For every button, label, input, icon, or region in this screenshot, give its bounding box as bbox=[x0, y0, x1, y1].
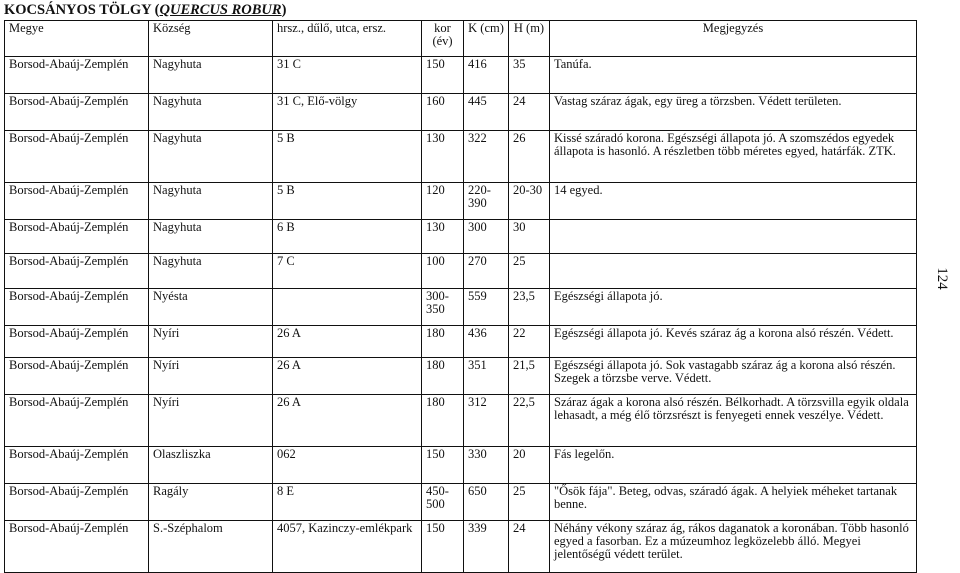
cell-k: 436 bbox=[464, 326, 509, 358]
cell-kor: 150 bbox=[422, 447, 464, 484]
cell-kor: 300-350 bbox=[422, 289, 464, 326]
table-row bbox=[5, 183, 917, 220]
cell-k: 650 bbox=[464, 484, 509, 521]
title-close: ) bbox=[281, 2, 287, 18]
cell-megjegyzes: Fás legelőn. bbox=[550, 447, 917, 484]
table-row bbox=[5, 254, 917, 289]
cell-megye: Borsod-Abaúj-Zemplén bbox=[5, 289, 149, 326]
table-header-row bbox=[5, 21, 917, 57]
cell-hrsz: 31 C bbox=[273, 57, 422, 94]
table-row bbox=[5, 131, 917, 183]
cell-megjegyzes: "Ősök fája". Beteg, odvas, száradó ágak. A helyiek méheket tartanak benne. bbox=[550, 484, 917, 521]
cell-kozseg: Nagyhuta bbox=[149, 183, 273, 220]
cell-megye: Borsod-Abaúj-Zemplén bbox=[5, 183, 149, 220]
cell-hrsz: 26 A bbox=[273, 326, 422, 358]
cell-k: 339 bbox=[464, 521, 509, 573]
cell-hrsz: 5 B bbox=[273, 183, 422, 220]
cell-kor: 130 bbox=[422, 220, 464, 254]
cell-kor: 150 bbox=[422, 57, 464, 94]
col-header-megye: Megye bbox=[5, 21, 149, 57]
cell-hrsz: 31 C, Elő-völgy bbox=[273, 94, 422, 131]
cell-hrsz: 8 E bbox=[273, 484, 422, 521]
cell-megjegyzes: Egészségi állapota jó. Kevés száraz ág a korona alsó részén. Védett. bbox=[550, 326, 917, 358]
table-row bbox=[5, 94, 917, 131]
cell-hrsz: 26 A bbox=[273, 395, 422, 447]
cell-h: 22,5 bbox=[509, 395, 550, 447]
cell-kor: 450-500 bbox=[422, 484, 464, 521]
cell-megye: Borsod-Abaúj-Zemplén bbox=[5, 254, 149, 289]
cell-kozseg: Nyésta bbox=[149, 289, 273, 326]
cell-kozseg: Ragály bbox=[149, 484, 273, 521]
cell-k: 559 bbox=[464, 289, 509, 326]
cell-kor: 180 bbox=[422, 326, 464, 358]
cell-megye: Borsod-Abaúj-Zemplén bbox=[5, 131, 149, 183]
col-header-kor: kor (év) bbox=[422, 21, 464, 57]
table-body bbox=[5, 57, 917, 573]
table-row bbox=[5, 326, 917, 358]
cell-h: 22 bbox=[509, 326, 550, 358]
cell-kozseg: S.-Széphalom bbox=[149, 521, 273, 573]
cell-kozseg: Nagyhuta bbox=[149, 254, 273, 289]
cell-kor: 120 bbox=[422, 183, 464, 220]
cell-kor: 180 bbox=[422, 358, 464, 395]
cell-kozseg: Olaszliszka bbox=[149, 447, 273, 484]
table-row bbox=[5, 521, 917, 573]
cell-kor: 130 bbox=[422, 131, 464, 183]
cell-megye: Borsod-Abaúj-Zemplén bbox=[5, 521, 149, 573]
cell-megjegyzes bbox=[550, 254, 917, 289]
cell-hrsz bbox=[273, 289, 422, 326]
cell-k: 300 bbox=[464, 220, 509, 254]
cell-h: 26 bbox=[509, 131, 550, 183]
cell-kozseg: Nagyhuta bbox=[149, 57, 273, 94]
cell-k: 322 bbox=[464, 131, 509, 183]
cell-hrsz: 4057, Kazinczy-emlékpark bbox=[273, 521, 422, 573]
table-row bbox=[5, 220, 917, 254]
cell-hrsz: 5 B bbox=[273, 131, 422, 183]
cell-megye: Borsod-Abaúj-Zemplén bbox=[5, 358, 149, 395]
col-header-megjegyzes: Megjegyzés bbox=[550, 21, 917, 57]
title-main: KOCSÁNYOS TÖLGY ( bbox=[4, 2, 160, 18]
table-row bbox=[5, 57, 917, 94]
cell-h: 30 bbox=[509, 220, 550, 254]
cell-k: 270 bbox=[464, 254, 509, 289]
title-latin-name: QUERCUS ROBUR bbox=[159, 2, 282, 18]
cell-k: 330 bbox=[464, 447, 509, 484]
cell-h: 35 bbox=[509, 57, 550, 94]
tree-register-table bbox=[4, 20, 917, 573]
cell-megjegyzes: Egészségi állapota jó. Sok vastagabb száraz ág a korona alsó részén. Szegek a törzsbe verve. Védett. bbox=[550, 358, 917, 395]
col-header-kozseg: Község bbox=[149, 21, 273, 57]
col-header-h: H (m) bbox=[509, 21, 550, 57]
cell-k: 445 bbox=[464, 94, 509, 131]
cell-megye: Borsod-Abaúj-Zemplén bbox=[5, 57, 149, 94]
cell-hrsz: 7 C bbox=[273, 254, 422, 289]
cell-h: 23,5 bbox=[509, 289, 550, 326]
col-header-k: K (cm) bbox=[464, 21, 509, 57]
cell-k: 416 bbox=[464, 57, 509, 94]
cell-hrsz: 6 B bbox=[273, 220, 422, 254]
cell-megjegyzes: Száraz ágak a korona alsó részén. Bélkorhadt. A törzsvilla egyik oldala lehasadt, a még élő törzsrészt is fenyegeti ennek veszélye. Védett. bbox=[550, 395, 917, 447]
cell-h: 20-30 bbox=[509, 183, 550, 220]
page-number: 124 bbox=[933, 267, 950, 290]
cell-megjegyzes: Vastag száraz ágak, egy üreg a törzsben. Védett területen. bbox=[550, 94, 917, 131]
table-row bbox=[5, 484, 917, 521]
cell-h: 21,5 bbox=[509, 358, 550, 395]
cell-k: 312 bbox=[464, 395, 509, 447]
cell-kor: 150 bbox=[422, 521, 464, 573]
cell-megjegyzes: Egészségi állapota jó. bbox=[550, 289, 917, 326]
cell-h: 25 bbox=[509, 254, 550, 289]
table-row bbox=[5, 358, 917, 395]
cell-k: 351 bbox=[464, 358, 509, 395]
cell-megye: Borsod-Abaúj-Zemplén bbox=[5, 484, 149, 521]
cell-megye: Borsod-Abaúj-Zemplén bbox=[5, 94, 149, 131]
cell-kor: 100 bbox=[422, 254, 464, 289]
cell-h: 24 bbox=[509, 521, 550, 573]
cell-kor: 160 bbox=[422, 94, 464, 131]
cell-hrsz: 062 bbox=[273, 447, 422, 484]
cell-megjegyzes: Tanúfa. bbox=[550, 57, 917, 94]
cell-h: 20 bbox=[509, 447, 550, 484]
cell-h: 25 bbox=[509, 484, 550, 521]
table-row bbox=[5, 395, 917, 447]
cell-megye: Borsod-Abaúj-Zemplén bbox=[5, 395, 149, 447]
cell-megye: Borsod-Abaúj-Zemplén bbox=[5, 220, 149, 254]
cell-kor: 180 bbox=[422, 395, 464, 447]
cell-megjegyzes: Néhány vékony száraz ág, rákos daganatok a koronában. Több hasonló egyed a fasorban. Ez a múzeumhoz legközelebb álló. Megyei jelentőségű védett terület. bbox=[550, 521, 917, 573]
table-row bbox=[5, 289, 917, 326]
cell-kozseg: Nyíri bbox=[149, 358, 273, 395]
cell-kozseg: Nagyhuta bbox=[149, 131, 273, 183]
cell-megjegyzes: 14 egyed. bbox=[550, 183, 917, 220]
cell-kozseg: Nagyhuta bbox=[149, 220, 273, 254]
cell-hrsz: 26 A bbox=[273, 358, 422, 395]
cell-kozseg: Nyíri bbox=[149, 395, 273, 447]
cell-h: 24 bbox=[509, 94, 550, 131]
cell-kozseg: Nyíri bbox=[149, 326, 273, 358]
table-row bbox=[5, 447, 917, 484]
cell-kozseg: Nagyhuta bbox=[149, 94, 273, 131]
cell-megye: Borsod-Abaúj-Zemplén bbox=[5, 447, 149, 484]
cell-k: 220-390 bbox=[464, 183, 509, 220]
page-title bbox=[4, 0, 286, 20]
cell-megjegyzes: Kissé száradó korona. Egészségi állapota jó. A szomszédos egyedek állapota is hasonló. A részletben több méretes egyed, határfák. ZTK. bbox=[550, 131, 917, 183]
col-header-hrsz: hrsz., dűlő, utca, ersz. bbox=[273, 21, 422, 57]
cell-megye: Borsod-Abaúj-Zemplén bbox=[5, 326, 149, 358]
cell-megjegyzes bbox=[550, 220, 917, 254]
